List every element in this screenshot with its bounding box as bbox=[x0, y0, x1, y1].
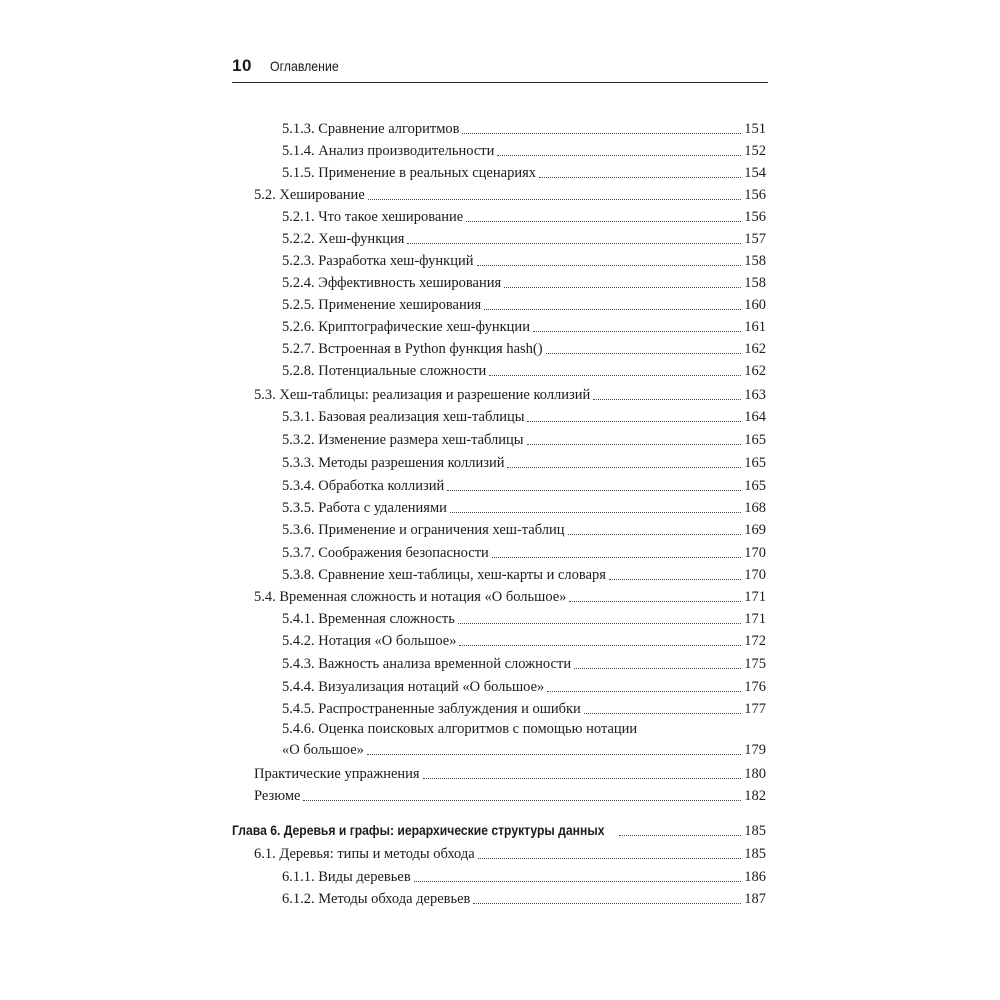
toc-entry-page: 179 bbox=[744, 742, 766, 758]
toc-leader bbox=[477, 265, 742, 266]
toc-leader bbox=[303, 800, 741, 801]
toc-entry bbox=[282, 541, 766, 562]
toc-entry-title: 5.3.3. Методы разрешения коллизий bbox=[282, 455, 505, 471]
toc-entry bbox=[254, 762, 766, 783]
toc-entry bbox=[282, 629, 766, 650]
toc-entry-title: 5.3.6. Применение и ограничения хеш-таблиц bbox=[282, 522, 565, 538]
toc-leader bbox=[489, 375, 741, 376]
toc-entry-title: Резюме bbox=[254, 788, 301, 804]
toc-entry-page: 172 bbox=[744, 633, 766, 649]
toc-entry-title: 5.3. Хеш-таблицы: реализация и разрешение коллизий bbox=[254, 387, 591, 403]
toc-entry bbox=[282, 161, 766, 182]
toc-leader bbox=[459, 645, 741, 646]
toc-entry-title: 5.3.8. Сравнение хеш-таблицы, хеш-карты и словаря bbox=[282, 567, 606, 583]
toc-entry-title: 5.2.5. Применение хеширования bbox=[282, 297, 482, 313]
toc-leader bbox=[492, 557, 741, 558]
toc-entry-page: 156 bbox=[744, 187, 766, 203]
toc-entry bbox=[254, 842, 766, 863]
toc-entry-title: 5.2.6. Криптографические хеш-функции bbox=[282, 319, 530, 335]
toc-leader bbox=[458, 623, 741, 624]
toc-entry-title: 5.4.4. Визуализация нотаций «О большое» bbox=[282, 679, 545, 695]
toc-leader bbox=[450, 512, 741, 513]
toc-entry bbox=[282, 607, 766, 628]
toc-entry bbox=[282, 518, 766, 539]
toc-entry bbox=[282, 563, 766, 584]
toc-entry-page: 171 bbox=[744, 611, 766, 627]
toc-entry-page: 165 bbox=[744, 432, 766, 448]
toc-entry-page: 170 bbox=[744, 545, 766, 561]
page-number: 10 bbox=[232, 56, 252, 75]
toc-entry-page: 176 bbox=[744, 679, 766, 695]
toc-entry-title: 5.3.7. Соображения безопасности bbox=[282, 545, 489, 561]
toc-entry bbox=[282, 405, 766, 426]
toc-entry bbox=[282, 451, 766, 472]
toc-leader bbox=[619, 835, 741, 836]
toc-leader bbox=[533, 331, 741, 332]
toc-leader bbox=[423, 778, 742, 779]
toc-entry bbox=[254, 784, 766, 805]
toc-leader bbox=[478, 858, 742, 859]
toc-entry bbox=[282, 249, 766, 270]
toc-entry-title: 5.3.2. Изменение размера хеш-таблицы bbox=[282, 432, 524, 448]
toc-entry bbox=[282, 337, 766, 358]
running-title: Оглавление bbox=[270, 58, 339, 74]
toc-entry-page: 161 bbox=[744, 319, 766, 335]
toc-entry-page: 177 bbox=[744, 701, 766, 717]
toc-leader bbox=[484, 309, 741, 310]
toc-entry-title: 5.2.2. Хеш-функция bbox=[282, 231, 405, 247]
toc-entry-title: 5.3.1. Базовая реализация хеш-таблицы bbox=[282, 409, 525, 425]
toc-entry-page: 180 bbox=[744, 766, 766, 782]
toc-entry bbox=[282, 359, 766, 380]
toc-entry-title: 5.2.3. Разработка хеш-функций bbox=[282, 253, 474, 269]
toc-entry-page: 157 bbox=[744, 231, 766, 247]
toc-entry bbox=[282, 315, 766, 336]
toc-entry-page: 154 bbox=[744, 165, 766, 181]
toc-leader bbox=[546, 353, 742, 354]
toc-chapter-title: Глава 6. Деревья и графы: иерархические структуры данных bbox=[232, 823, 605, 838]
toc-entry-page: 165 bbox=[744, 455, 766, 471]
toc-entry-page: 158 bbox=[744, 253, 766, 269]
toc-entry-page: 185 bbox=[744, 846, 766, 862]
toc-entry bbox=[282, 675, 766, 696]
toc-entry-title: 5.4.3. Важность анализа временной сложности bbox=[282, 656, 572, 672]
toc-leader bbox=[497, 155, 741, 156]
toc-entry bbox=[282, 227, 766, 248]
toc-entry-title: 5.2. Хеширование bbox=[254, 187, 365, 203]
toc-entry-page: 185 bbox=[744, 823, 766, 839]
toc-entry bbox=[282, 205, 766, 226]
toc-leader bbox=[473, 903, 741, 904]
toc-entry-title: 5.4.5. Распространенные заблуждения и ошибки bbox=[282, 701, 581, 717]
toc-entry bbox=[282, 652, 766, 673]
toc-leader bbox=[568, 534, 742, 535]
toc-entry-title: 5.4.1. Временная сложность bbox=[282, 611, 455, 627]
toc-entry-page: 156 bbox=[744, 209, 766, 225]
toc-entry bbox=[282, 271, 766, 292]
toc-leader bbox=[527, 444, 742, 445]
toc-entry bbox=[254, 585, 766, 606]
toc-leader bbox=[547, 691, 741, 692]
toc-entry-page: 152 bbox=[744, 143, 766, 159]
toc-entry-page: 175 bbox=[744, 656, 766, 672]
toc-entry-title: 5.3.5. Работа с удалениями bbox=[282, 500, 447, 516]
toc-entry-title: 5.2.4. Эффективность хеширования bbox=[282, 275, 502, 291]
toc-entry-page: 186 bbox=[744, 869, 766, 885]
toc-entry bbox=[282, 865, 766, 886]
toc-entry-page: 170 bbox=[744, 567, 766, 583]
toc-entry-page: 182 bbox=[744, 788, 766, 804]
toc-entry-title: 6.1.2. Методы обхода деревьев bbox=[282, 891, 471, 907]
toc-entry bbox=[282, 428, 766, 449]
toc-leader bbox=[609, 579, 741, 580]
toc-leader bbox=[368, 199, 741, 200]
toc-leader bbox=[414, 881, 742, 882]
toc-entry-title: 5.1.5. Применение в реальных сценариях bbox=[282, 165, 536, 181]
toc-leader bbox=[447, 490, 741, 491]
toc-entry-title: 5.4. Временная сложность и нотация «О большое» bbox=[254, 589, 567, 605]
toc-leader bbox=[462, 133, 741, 134]
toc-leader bbox=[569, 601, 741, 602]
toc-entry-page: 162 bbox=[744, 341, 766, 357]
toc-leader bbox=[593, 399, 741, 400]
toc-entry-page: 164 bbox=[744, 409, 766, 425]
toc-leader bbox=[539, 177, 741, 178]
toc-entry-title-line2: «О большое» bbox=[282, 742, 364, 758]
toc-entry bbox=[282, 293, 766, 314]
toc-entry bbox=[282, 496, 766, 517]
toc-entry-page: 162 bbox=[744, 363, 766, 379]
toc-leader bbox=[507, 467, 741, 468]
toc-entry bbox=[282, 738, 766, 759]
toc-entry-page: 158 bbox=[744, 275, 766, 291]
toc-entry bbox=[282, 139, 766, 160]
toc-leader bbox=[466, 221, 741, 222]
toc-entry-page: 187 bbox=[744, 891, 766, 907]
toc-entry-title: 5.3.4. Обработка коллизий bbox=[282, 478, 445, 494]
toc-entry-title: Практические упражнения bbox=[254, 766, 420, 782]
toc-entry-title-line1: 5.4.6. Оценка поисковых алгоритмов с помощью нотации bbox=[282, 721, 638, 737]
toc-entry-page: 163 bbox=[744, 387, 766, 403]
toc-chapter-entry bbox=[232, 819, 766, 840]
toc-entry-title: 5.4.2. Нотация «О большое» bbox=[282, 633, 457, 649]
toc-leader bbox=[407, 243, 741, 244]
toc-leader bbox=[367, 754, 741, 755]
toc-entry bbox=[254, 383, 766, 404]
toc-entry bbox=[254, 183, 766, 204]
toc-leader bbox=[504, 287, 741, 288]
toc-entry bbox=[282, 887, 766, 908]
toc-entry-title: 6.1.1. Виды деревьев bbox=[282, 869, 411, 885]
toc-entry-title: 5.2.1. Что такое хеширование bbox=[282, 209, 464, 225]
toc-entry-page: 168 bbox=[744, 500, 766, 516]
toc-leader bbox=[527, 421, 741, 422]
toc-entry-title: 6.1. Деревья: типы и методы обхода bbox=[254, 846, 475, 862]
toc-leader bbox=[574, 668, 741, 669]
toc-entry-page: 151 bbox=[744, 121, 766, 137]
toc-entry-title: 5.2.8. Потенциальные сложности bbox=[282, 363, 487, 379]
toc-leader bbox=[584, 713, 741, 714]
toc-entry-page: 160 bbox=[744, 297, 766, 313]
toc-entry-title: 5.1.3. Сравнение алгоритмов bbox=[282, 121, 460, 137]
toc-entry bbox=[282, 117, 766, 138]
toc-entry bbox=[282, 474, 766, 495]
toc-entry-page: 169 bbox=[744, 522, 766, 538]
toc-entry-page: 165 bbox=[744, 478, 766, 494]
toc-entry-title: 5.2.7. Встроенная в Python функция hash() bbox=[282, 341, 543, 357]
toc-entry-page: 171 bbox=[744, 589, 766, 605]
toc-entry-title: 5.1.4. Анализ производительности bbox=[282, 143, 495, 159]
toc-entry bbox=[282, 697, 766, 718]
